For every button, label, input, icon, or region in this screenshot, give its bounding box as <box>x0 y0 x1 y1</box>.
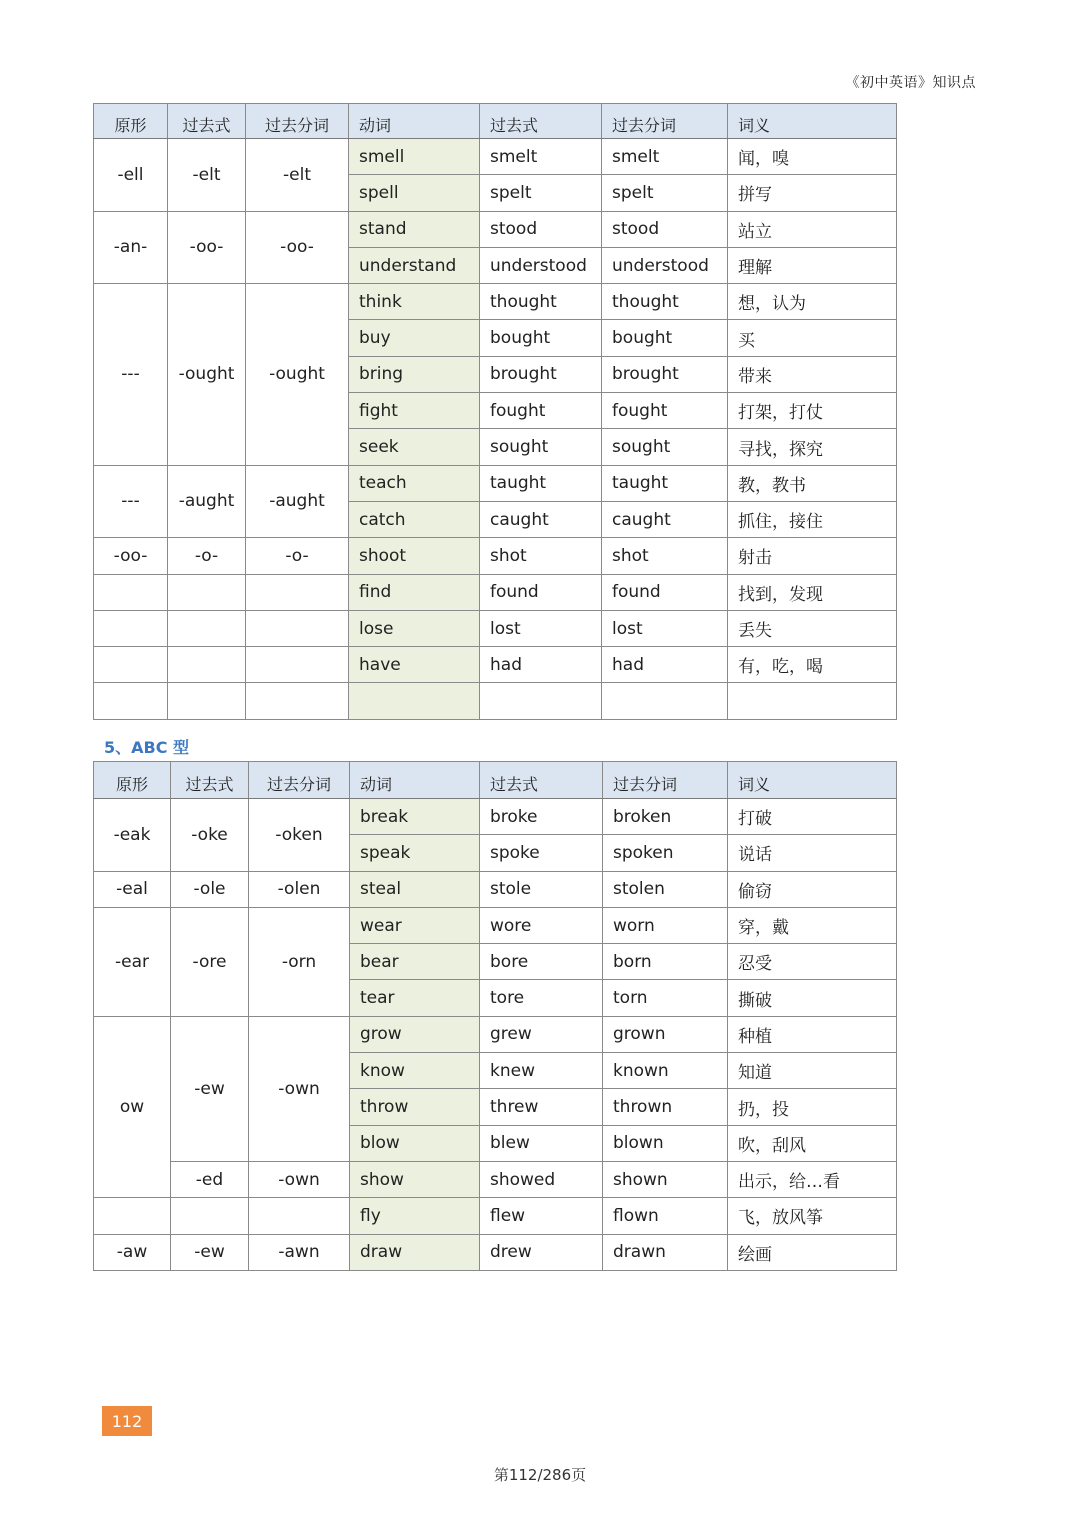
verb-cell: grow <box>350 1016 480 1052</box>
pattern-base: -aw <box>94 1234 171 1270</box>
verb-cell: find <box>349 574 480 610</box>
verb-cell: stand <box>349 211 480 247</box>
participle-cell: known <box>603 1053 728 1089</box>
meaning-cell: 拼写 <box>728 175 897 211</box>
pattern-base-empty <box>94 610 168 646</box>
header-past-participle: 过去分词 <box>603 762 728 799</box>
header-base-form: 原形 <box>94 762 171 799</box>
participle-cell: thrown <box>603 1089 728 1125</box>
table-header-row <box>94 762 897 799</box>
past-cell: bore <box>480 944 603 980</box>
participle-cell: had <box>602 647 728 683</box>
past-cell: broke <box>480 799 603 835</box>
verb-cell: throw <box>350 1089 480 1125</box>
pattern-participle: -o- <box>246 538 349 574</box>
pattern-base: -ell <box>94 139 168 212</box>
meaning-cell: 带来 <box>728 356 897 392</box>
participle-cell: shown <box>603 1161 728 1197</box>
pattern-participle: -ought <box>246 284 349 465</box>
verb-cell: show <box>350 1161 480 1197</box>
pattern-past: -ew <box>171 1234 249 1270</box>
meaning-cell: 射击 <box>728 538 897 574</box>
empty-cell <box>480 683 602 719</box>
table-row <box>94 1234 897 1270</box>
pattern-participle-empty <box>249 1198 350 1234</box>
verb-cell: spell <box>349 175 480 211</box>
table-row <box>94 907 897 943</box>
pattern-past: -oke <box>171 799 249 872</box>
pattern-past: -ed <box>171 1161 249 1197</box>
table-row <box>94 799 897 835</box>
table-header-row <box>94 104 897 139</box>
past-cell: spoke <box>480 835 603 871</box>
header-participle-pattern: 过去分词 <box>249 762 350 799</box>
past-cell: stood <box>480 211 602 247</box>
past-cell: fought <box>480 393 602 429</box>
pattern-past: -aught <box>168 465 246 538</box>
participle-cell: understood <box>602 247 728 283</box>
past-cell: lost <box>480 610 602 646</box>
pattern-past: -ought <box>168 284 246 465</box>
page-indicator: 第112/286页 <box>493 1466 587 1484</box>
past-cell: blew <box>480 1125 603 1161</box>
past-cell: taught <box>480 465 602 501</box>
table-row-empty <box>94 683 897 719</box>
pattern-base: -eak <box>94 799 171 872</box>
verb-cell: break <box>350 799 480 835</box>
participle-cell: born <box>603 944 728 980</box>
verb-cell: teach <box>349 465 480 501</box>
pattern-past: -ole <box>171 871 249 907</box>
header-meaning: 词义 <box>728 104 897 139</box>
meaning-cell: 丢失 <box>728 610 897 646</box>
participle-cell: worn <box>603 907 728 943</box>
table-row <box>94 1161 897 1197</box>
pattern-participle-empty <box>246 574 349 610</box>
participle-cell: spelt <box>602 175 728 211</box>
participle-cell: thought <box>602 284 728 320</box>
pattern-participle-empty <box>246 647 349 683</box>
participle-cell: found <box>602 574 728 610</box>
participle-cell: spoken <box>603 835 728 871</box>
verb-cell: bring <box>349 356 480 392</box>
pattern-past: -ore <box>171 907 249 1016</box>
pattern-participle: -aught <box>246 465 349 538</box>
past-cell: shot <box>480 538 602 574</box>
pattern-participle: -orn <box>249 907 350 1016</box>
pattern-past-empty <box>171 1198 249 1234</box>
section-title-abc: 5、ABC 型 <box>104 738 190 757</box>
verb-cell: have <box>349 647 480 683</box>
verb-cell: fight <box>349 393 480 429</box>
page-number-badge: 112 <box>102 1406 152 1436</box>
table-row <box>94 139 897 175</box>
pattern-base: -an- <box>94 211 168 284</box>
verb-cell: shoot <box>349 538 480 574</box>
meaning-cell: 闻，嗅 <box>728 139 897 175</box>
meaning-cell: 忍受 <box>728 944 897 980</box>
meaning-cell: 打架，打仗 <box>728 393 897 429</box>
verb-cell: wear <box>350 907 480 943</box>
empty-cell <box>246 683 349 719</box>
table-row <box>94 465 897 501</box>
participle-cell: torn <box>603 980 728 1016</box>
past-cell: smelt <box>480 139 602 175</box>
pattern-past: -oo- <box>168 211 246 284</box>
table-row <box>94 284 897 320</box>
table-row <box>94 1198 897 1234</box>
verb-cell: buy <box>349 320 480 356</box>
past-cell: threw <box>480 1089 603 1125</box>
meaning-cell: 有，吃，喝 <box>728 647 897 683</box>
pattern-participle-empty <box>246 610 349 646</box>
participle-cell: stolen <box>603 871 728 907</box>
pattern-base: -eal <box>94 871 171 907</box>
meaning-cell: 种植 <box>728 1016 897 1052</box>
document-header-title: 《初中英语》知识点 <box>845 75 976 91</box>
empty-verb-cell <box>349 683 480 719</box>
pattern-past-empty <box>168 574 246 610</box>
past-cell: bought <box>480 320 602 356</box>
header-past-tense: 过去式 <box>480 104 602 139</box>
meaning-cell: 扔，投 <box>728 1089 897 1125</box>
past-cell: found <box>480 574 602 610</box>
meaning-cell: 说话 <box>728 835 897 871</box>
pattern-past: -o- <box>168 538 246 574</box>
pattern-participle: -elt <box>246 139 349 212</box>
past-cell: drew <box>480 1234 603 1270</box>
participle-cell: drawn <box>603 1234 728 1270</box>
meaning-cell: 打破 <box>728 799 897 835</box>
meaning-cell: 吹，刮风 <box>728 1125 897 1161</box>
past-cell: brought <box>480 356 602 392</box>
verb-cell: think <box>349 284 480 320</box>
header-verb: 动词 <box>350 762 480 799</box>
past-cell: sought <box>480 429 602 465</box>
meaning-cell: 想，认为 <box>728 284 897 320</box>
table-row <box>94 211 897 247</box>
past-cell: grew <box>480 1016 603 1052</box>
meaning-cell: 绘画 <box>728 1234 897 1270</box>
meaning-cell: 飞，放风筝 <box>728 1198 897 1234</box>
pattern-participle: -own <box>249 1161 350 1197</box>
empty-cell <box>728 683 897 719</box>
verb-cell: seek <box>349 429 480 465</box>
pattern-base: ow <box>94 1016 171 1197</box>
table-row <box>94 647 897 683</box>
pattern-participle: -oken <box>249 799 350 872</box>
pattern-participle: -oo- <box>246 211 349 284</box>
verb-cell: bear <box>350 944 480 980</box>
meaning-cell: 出示，给…看 <box>728 1161 897 1197</box>
meaning-cell: 找到，发现 <box>728 574 897 610</box>
past-cell: had <box>480 647 602 683</box>
past-cell: tore <box>480 980 603 1016</box>
verb-cell: catch <box>349 501 480 537</box>
meaning-cell: 穿，戴 <box>728 907 897 943</box>
verb-cell: draw <box>350 1234 480 1270</box>
header-meaning: 词义 <box>728 762 897 799</box>
verb-cell: lose <box>349 610 480 646</box>
header-past-form-pattern: 过去式 <box>168 104 246 139</box>
table-row <box>94 1016 897 1052</box>
pattern-past-empty <box>168 647 246 683</box>
header-past-participle: 过去分词 <box>602 104 728 139</box>
verb-cell: know <box>350 1053 480 1089</box>
meaning-cell: 知道 <box>728 1053 897 1089</box>
meaning-cell: 站立 <box>728 211 897 247</box>
pattern-past-empty <box>168 610 246 646</box>
pattern-past: -elt <box>168 139 246 212</box>
participle-cell: grown <box>603 1016 728 1052</box>
past-cell: wore <box>480 907 603 943</box>
verb-cell: speak <box>350 835 480 871</box>
past-cell: showed <box>480 1161 603 1197</box>
meaning-cell: 抓住，接住 <box>728 501 897 537</box>
pattern-base: --- <box>94 284 168 465</box>
participle-cell: blown <box>603 1125 728 1161</box>
meaning-cell: 撕破 <box>728 980 897 1016</box>
past-cell: caught <box>480 501 602 537</box>
participle-cell: stood <box>602 211 728 247</box>
header-past-tense: 过去式 <box>480 762 603 799</box>
past-cell: knew <box>480 1053 603 1089</box>
header-base-form: 原形 <box>94 104 168 139</box>
verb-cell: fly <box>350 1198 480 1234</box>
participle-cell: brought <box>602 356 728 392</box>
verb-cell: steal <box>350 871 480 907</box>
participle-cell: lost <box>602 610 728 646</box>
pattern-participle: -olen <box>249 871 350 907</box>
past-cell: stole <box>480 871 603 907</box>
pattern-participle: -awn <box>249 1234 350 1270</box>
empty-cell <box>602 683 728 719</box>
pattern-past: -ew <box>171 1016 249 1161</box>
pattern-base: -oo- <box>94 538 168 574</box>
verb-cell: tear <box>350 980 480 1016</box>
participle-cell: caught <box>602 501 728 537</box>
verb-cell: understand <box>349 247 480 283</box>
pattern-base: -ear <box>94 907 171 1016</box>
past-cell: understood <box>480 247 602 283</box>
pattern-participle: -own <box>249 1016 350 1161</box>
participle-cell: smelt <box>602 139 728 175</box>
meaning-cell: 寻找，探究 <box>728 429 897 465</box>
header-verb: 动词 <box>349 104 480 139</box>
empty-cell <box>168 683 246 719</box>
past-cell: thought <box>480 284 602 320</box>
verb-table-continued <box>93 103 897 720</box>
participle-cell: shot <box>602 538 728 574</box>
empty-cell <box>94 683 168 719</box>
header-past-form-pattern: 过去式 <box>171 762 249 799</box>
pattern-base-empty <box>94 1198 171 1234</box>
verb-table-abc <box>93 761 897 1271</box>
past-cell: spelt <box>480 175 602 211</box>
meaning-cell: 买 <box>728 320 897 356</box>
participle-cell: sought <box>602 429 728 465</box>
meaning-cell: 理解 <box>728 247 897 283</box>
table-row <box>94 871 897 907</box>
participle-cell: broken <box>603 799 728 835</box>
participle-cell: fought <box>602 393 728 429</box>
verb-cell: blow <box>350 1125 480 1161</box>
participle-cell: bought <box>602 320 728 356</box>
pattern-base-empty <box>94 574 168 610</box>
table-row <box>94 538 897 574</box>
table-row <box>94 574 897 610</box>
table-row <box>94 610 897 646</box>
participle-cell: taught <box>602 465 728 501</box>
past-cell: flew <box>480 1198 603 1234</box>
verb-cell: smell <box>349 139 480 175</box>
meaning-cell: 偷窃 <box>728 871 897 907</box>
meaning-cell: 教，教书 <box>728 465 897 501</box>
pattern-base-empty <box>94 647 168 683</box>
participle-cell: flown <box>603 1198 728 1234</box>
pattern-base: --- <box>94 465 168 538</box>
header-participle-pattern: 过去分词 <box>246 104 349 139</box>
